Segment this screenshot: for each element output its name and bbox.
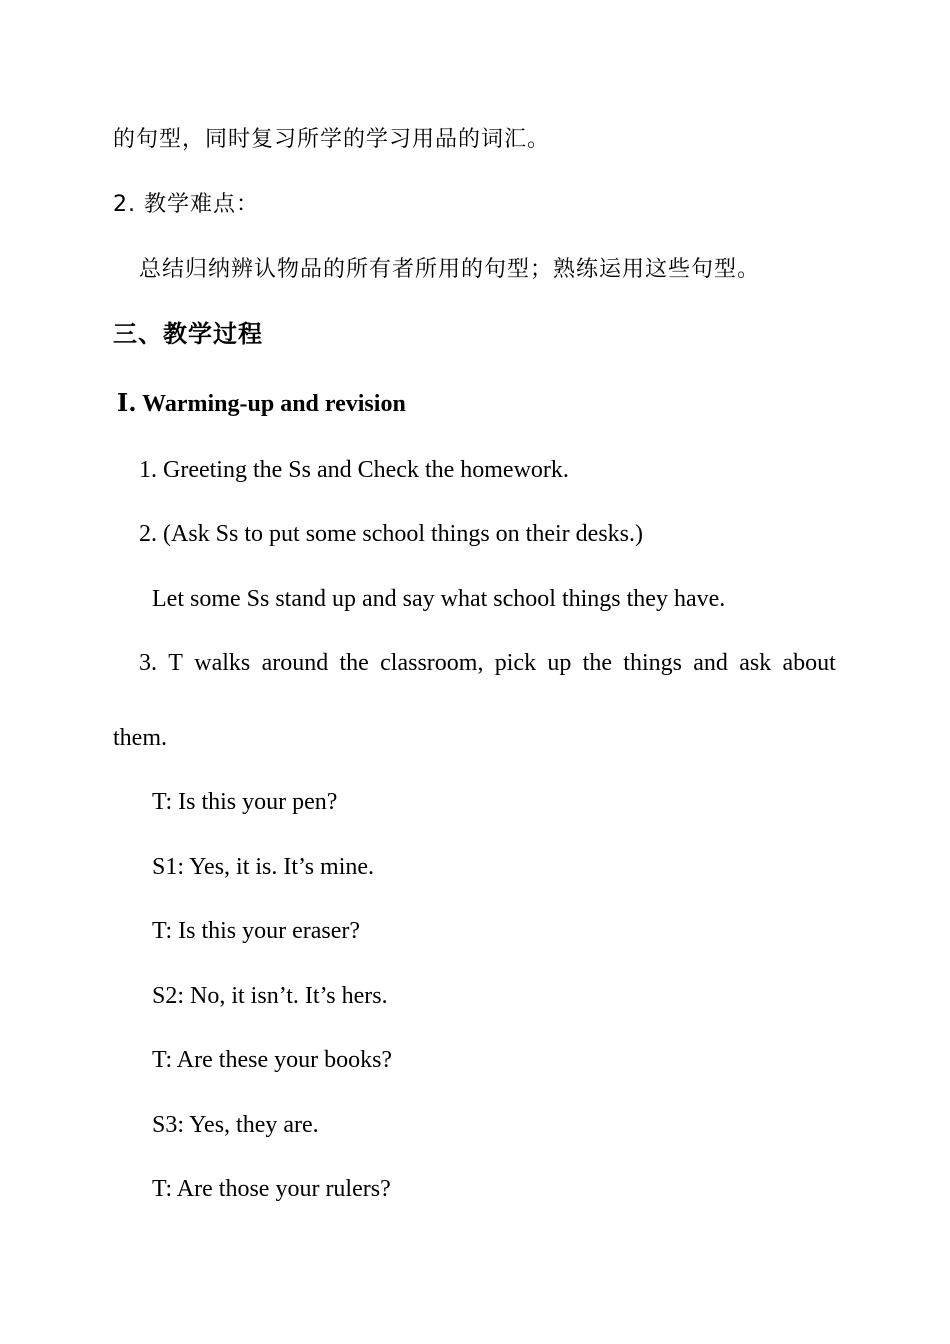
step-3-walk-around [139, 648, 836, 678]
step-2-school-things: 2. (Ask Ss to put some school things on their desks.) [139, 521, 643, 547]
section-heading-teaching-process: 三、教学过程 [113, 320, 263, 348]
step-2-detail: Let some Ss stand up and say what school things they have. [152, 586, 726, 612]
dialogue-line: S3: Yes, they are. [152, 1112, 319, 1138]
text-line-difficulty-detail: 总结归纳辨认物品的所有者所用的句型；熟练运用这些句型。 [139, 257, 761, 282]
justified-word: the [582, 650, 612, 676]
justified-word: the [339, 650, 369, 676]
step-3-continuation: them. [113, 725, 167, 751]
subsection-heading-warming-up [117, 388, 406, 419]
justified-word: ask [739, 650, 772, 676]
dialogue-line: T: Is this your pen? [152, 789, 338, 815]
justified-word: walks [194, 650, 251, 676]
step-1-greeting: 1. Greeting the Ss and Check the homework. [139, 457, 569, 483]
dialogue-line: S1: Yes, it is. It’s mine. [152, 854, 375, 880]
heading-teaching-difficulty: 2. 教学难点： [113, 192, 259, 217]
justified-word: pick [494, 650, 537, 676]
dialogue-line: T: Is this your eraser? [152, 918, 361, 944]
justified-word: around [261, 650, 329, 676]
subsection-title: Warming-up and revision [142, 391, 406, 417]
justified-word: classroom, [380, 650, 484, 676]
text-line-vocabulary-review: 的句型，同时复习所学的学习用品的词汇。 [113, 127, 551, 152]
dialogue-line: S2: No, it isn’t. It’s hers. [152, 983, 388, 1009]
justified-word: T [168, 650, 183, 676]
justified-word: up [547, 650, 572, 676]
dialogue-line: T: Are these your books? [152, 1047, 393, 1073]
justified-word: 3. [139, 650, 157, 676]
justified-word: and [693, 650, 728, 676]
dialogue-line: T: Are those your rulers? [152, 1176, 391, 1202]
justified-word: things [623, 650, 682, 676]
roman-numeral: Ⅰ. [117, 388, 137, 417]
justified-word: about [782, 650, 836, 676]
